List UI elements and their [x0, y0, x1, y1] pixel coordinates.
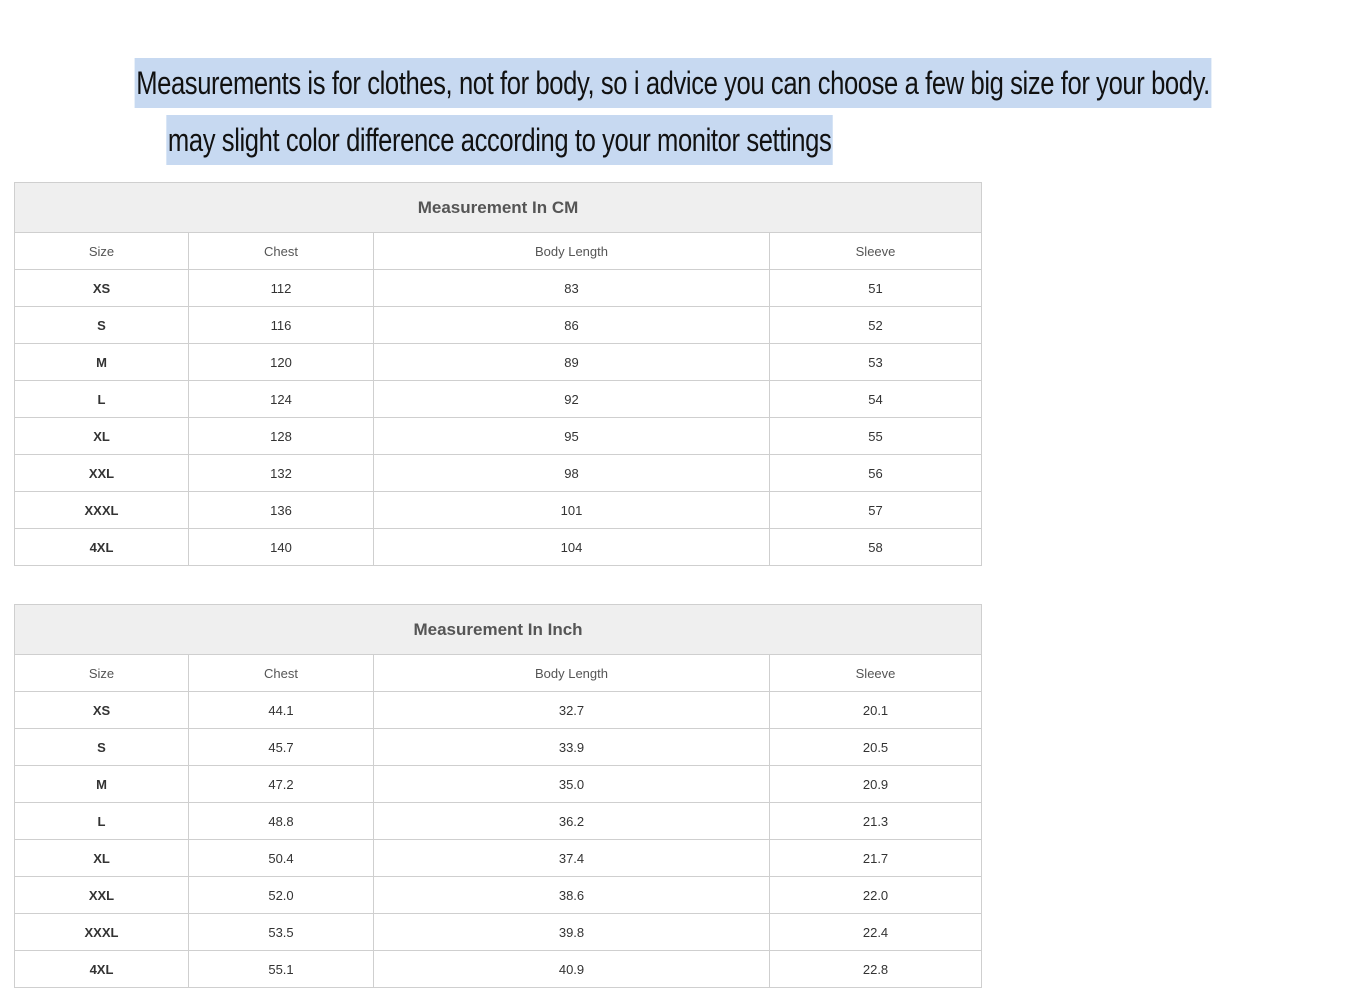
size-cell: XXXL: [15, 492, 189, 529]
table-title: Measurement In Inch: [15, 605, 982, 655]
value-cell: 136: [189, 492, 374, 529]
value-cell: 56: [770, 455, 982, 492]
table-header-row: [15, 655, 982, 692]
column-header: Sleeve: [770, 233, 982, 270]
size-notice: [0, 58, 1210, 172]
table-row: [15, 729, 982, 766]
size-cell: S: [15, 307, 189, 344]
value-cell: 47.2: [189, 766, 374, 803]
value-cell: 33.9: [374, 729, 770, 766]
value-cell: 104: [374, 529, 770, 566]
table-row: [15, 840, 982, 877]
table-row: [15, 877, 982, 914]
column-header: Size: [15, 233, 189, 270]
value-cell: 116: [189, 307, 374, 344]
table-row: [15, 381, 982, 418]
size-cell: L: [15, 803, 189, 840]
value-cell: 22.8: [770, 951, 982, 988]
value-cell: 95: [374, 418, 770, 455]
value-cell: 45.7: [189, 729, 374, 766]
value-cell: 20.9: [770, 766, 982, 803]
column-header: Size: [15, 655, 189, 692]
value-cell: 38.6: [374, 877, 770, 914]
size-cell: XS: [15, 270, 189, 307]
table-row: [15, 951, 982, 988]
table-row: [15, 492, 982, 529]
value-cell: 83: [374, 270, 770, 307]
value-cell: 37.4: [374, 840, 770, 877]
size-cell: XL: [15, 840, 189, 877]
table-row: [15, 692, 982, 729]
size-cell: XXL: [15, 455, 189, 492]
table-row: [15, 766, 982, 803]
value-cell: 128: [189, 418, 374, 455]
value-cell: 51: [770, 270, 982, 307]
value-cell: 52: [770, 307, 982, 344]
table-row: [15, 418, 982, 455]
value-cell: 36.2: [374, 803, 770, 840]
value-cell: 120: [189, 344, 374, 381]
size-cell: XS: [15, 692, 189, 729]
size-cell: XL: [15, 418, 189, 455]
column-header: Body Length: [374, 233, 770, 270]
table-row: [15, 307, 982, 344]
table-row: [15, 914, 982, 951]
value-cell: 57: [770, 492, 982, 529]
size-cell: S: [15, 729, 189, 766]
value-cell: 39.8: [374, 914, 770, 951]
table-header-row: [15, 233, 982, 270]
value-cell: 20.5: [770, 729, 982, 766]
value-cell: 21.3: [770, 803, 982, 840]
column-header: Chest: [189, 233, 374, 270]
table-body: [15, 270, 982, 566]
size-cell: XXXL: [15, 914, 189, 951]
value-cell: 20.1: [770, 692, 982, 729]
value-cell: 112: [189, 270, 374, 307]
inch-measurement-table: [14, 604, 982, 988]
value-cell: 132: [189, 455, 374, 492]
value-cell: 52.0: [189, 877, 374, 914]
table-title: Measurement In CM: [15, 183, 982, 233]
column-header: Body Length: [374, 655, 770, 692]
table-row: [15, 344, 982, 381]
table-row: [15, 455, 982, 492]
value-cell: 55.1: [189, 951, 374, 988]
value-cell: 92: [374, 381, 770, 418]
value-cell: 44.1: [189, 692, 374, 729]
value-cell: 22.0: [770, 877, 982, 914]
size-cell: M: [15, 766, 189, 803]
table-row: [15, 803, 982, 840]
size-cell: 4XL: [15, 529, 189, 566]
value-cell: 98: [374, 455, 770, 492]
value-cell: 22.4: [770, 914, 982, 951]
value-cell: 50.4: [189, 840, 374, 877]
value-cell: 140: [189, 529, 374, 566]
size-cell: 4XL: [15, 951, 189, 988]
value-cell: 21.7: [770, 840, 982, 877]
size-cell: XXL: [15, 877, 189, 914]
notice-line-1: Measurements is for clothes, not for body, so i advice you can choose a few big size for your body.: [135, 58, 1212, 108]
value-cell: 58: [770, 529, 982, 566]
table-row: [15, 270, 982, 307]
value-cell: 53: [770, 344, 982, 381]
value-cell: 101: [374, 492, 770, 529]
value-cell: 32.7: [374, 692, 770, 729]
value-cell: 55: [770, 418, 982, 455]
table-row: [15, 529, 982, 566]
value-cell: 89: [374, 344, 770, 381]
size-cell: L: [15, 381, 189, 418]
column-header: Sleeve: [770, 655, 982, 692]
value-cell: 40.9: [374, 951, 770, 988]
size-cell: M: [15, 344, 189, 381]
value-cell: 48.8: [189, 803, 374, 840]
value-cell: 53.5: [189, 914, 374, 951]
value-cell: 124: [189, 381, 374, 418]
table-body: [15, 692, 982, 988]
cm-measurement-table: [14, 182, 982, 566]
column-header: Chest: [189, 655, 374, 692]
notice-line-2: may slight color difference according to your monitor settings: [167, 115, 834, 165]
value-cell: 86: [374, 307, 770, 344]
value-cell: 54: [770, 381, 982, 418]
value-cell: 35.0: [374, 766, 770, 803]
